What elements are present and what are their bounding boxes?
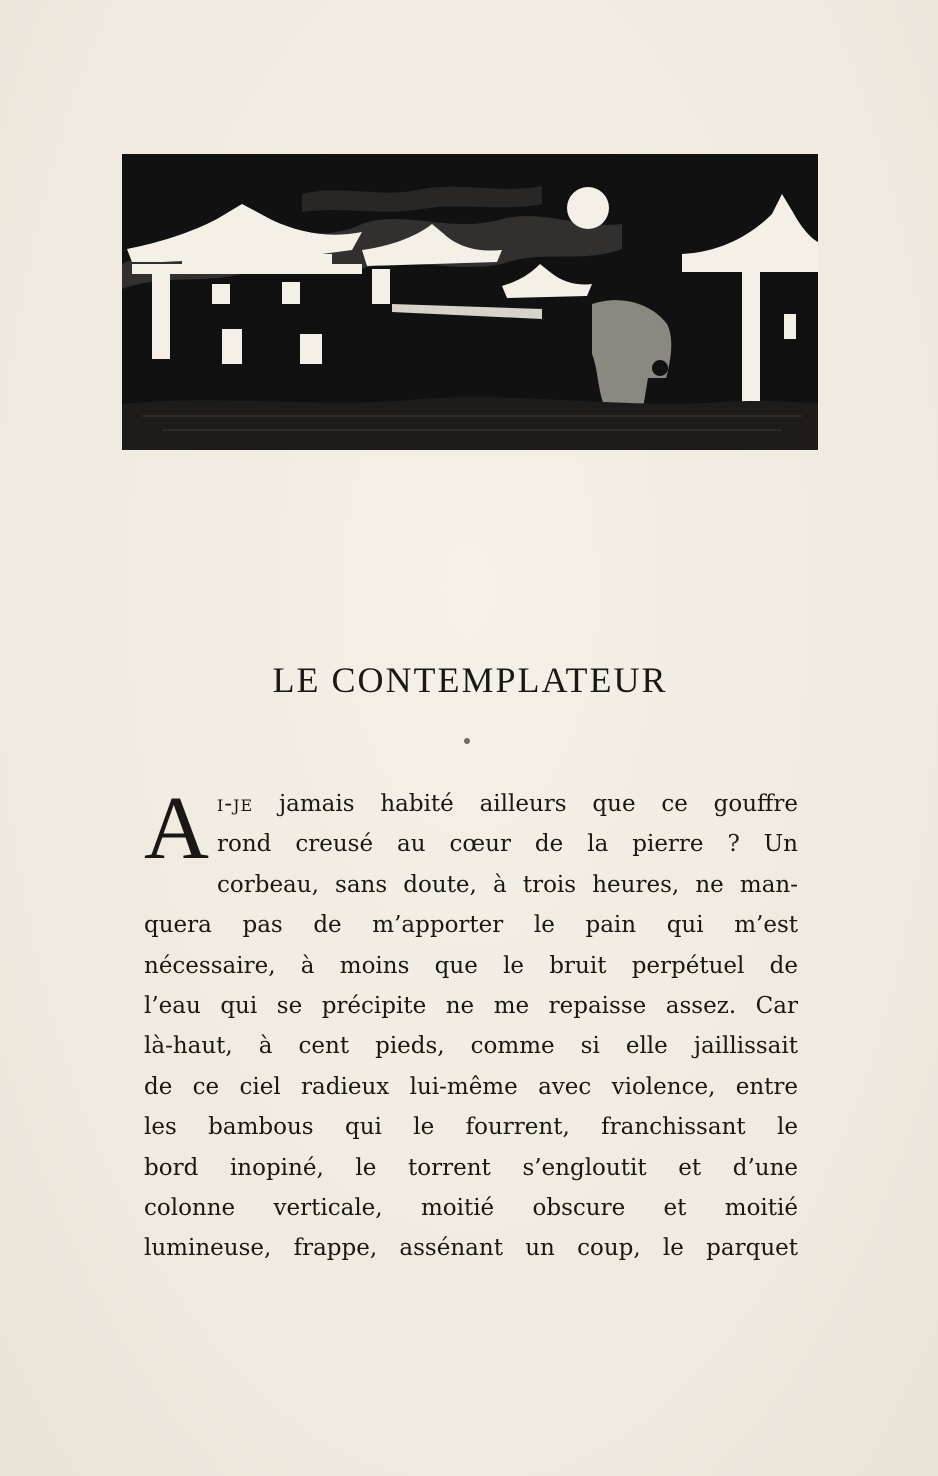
text-line: les bambous qui le fourrent, franchissant le — [144, 1114, 798, 1141]
text-line: nécessaire, à moins que le bruit perpétuel de — [144, 952, 798, 979]
text-line: lumineuse, frappe, assénant un coup, le parquet — [144, 1235, 798, 1262]
opening-smallcaps: i-je — [217, 791, 254, 817]
woodcut-illustration — [122, 154, 818, 450]
text-line: corbeau, sans doute, à trois heures, ne man- — [217, 871, 798, 898]
drop-cap: A — [144, 779, 209, 878]
text-line: là-haut, à cent pieds, comme si elle jaillissait — [144, 1033, 798, 1060]
text-line: rond creusé au cœur de la pierre ? Un — [217, 831, 798, 858]
text-line: l’eau qui se précipite ne me repaisse assez. Car — [144, 993, 798, 1020]
body-paragraph — [144, 779, 798, 1269]
pagoda-night-scene-icon — [122, 154, 818, 450]
text-line: bord inopiné, le torrent s’engloutit et d’une — [144, 1154, 798, 1181]
chapter-title: LE CONTEMPLATEUR — [272, 660, 668, 700]
text-line: de ce ciel radieux lui-même avec violence, entre — [144, 1073, 798, 1100]
title-ornament-icon — [464, 738, 470, 744]
text-line — [144, 784, 798, 824]
text-line-fragment: jamais habité ailleurs que ce gouffre — [253, 791, 798, 817]
text-line: colonne verticale, moitié obscure et moitié — [144, 1195, 798, 1222]
text-line: quera pas de m’apporter le pain qui m’est — [144, 912, 798, 939]
